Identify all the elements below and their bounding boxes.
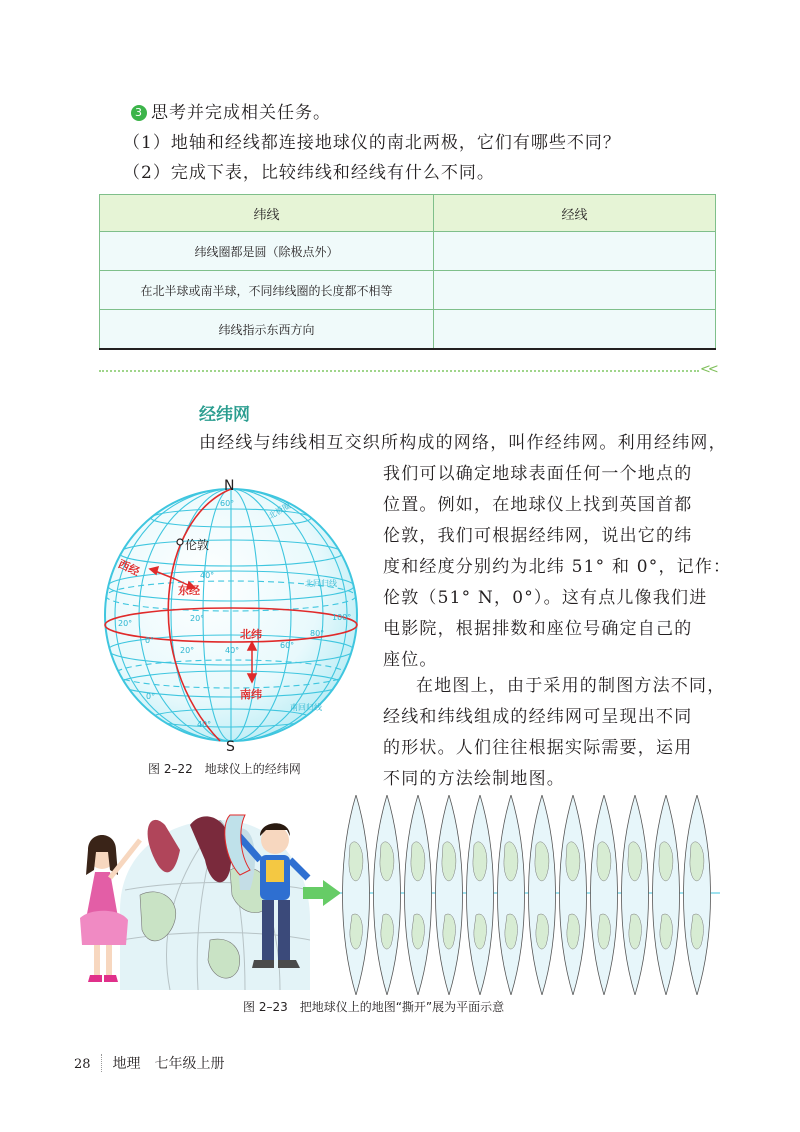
double-chevron-icon: << bbox=[700, 362, 716, 377]
body-line: 我们可以确定地球表面任何一个地点的 bbox=[383, 464, 693, 484]
right-arrow-icon bbox=[303, 878, 343, 908]
figure-2-23-caption: 图 2–23 把地球仪上的地图“撕开”展为平面示意 bbox=[243, 1000, 505, 1014]
task-heading bbox=[131, 98, 331, 123]
east-longitude-label: 东经 bbox=[178, 584, 200, 597]
globe-figure bbox=[100, 478, 365, 753]
west-longitude-label: 西经 bbox=[116, 557, 142, 579]
london-marker bbox=[177, 539, 183, 545]
page-number: 28 bbox=[74, 1057, 91, 1072]
degree-label: 100° bbox=[332, 613, 352, 622]
body-line: 的形状。人们往往根据实际需要，运用 bbox=[383, 738, 693, 758]
table-cell: 纬线圈都是圆（除极点外） bbox=[100, 232, 434, 271]
north-latitude-label: 北纬 bbox=[240, 628, 262, 641]
table-cell-blank bbox=[434, 232, 716, 271]
page-footer bbox=[74, 1053, 224, 1073]
kids-illustration bbox=[80, 800, 330, 995]
table-cell: 纬线指示东西方向 bbox=[100, 310, 434, 350]
body-line: 度和经度分别约为北纬 51° 和 0°，记作： bbox=[383, 557, 732, 577]
degree-label: 0° bbox=[146, 692, 156, 701]
body-line: 位置。例如，在地球仪上找到英国首都 bbox=[383, 495, 693, 515]
table-cell-blank bbox=[434, 271, 716, 310]
table-cell-blank bbox=[434, 310, 716, 350]
question-1: （1）地轴和经线都连接地球仪的南北两极，它们有哪些不同？ bbox=[123, 133, 621, 153]
degree-label: 40° bbox=[225, 646, 240, 655]
gore-map bbox=[340, 795, 720, 995]
table-row bbox=[100, 310, 716, 350]
tropic-north-label: 北回归线 bbox=[305, 579, 337, 588]
degree-label: 20° bbox=[180, 646, 195, 655]
degree-label: 0° bbox=[145, 636, 155, 645]
book-title: 地理 七年级上册 bbox=[112, 1056, 225, 1072]
task-heading-text: 思考并完成相关任务。 bbox=[151, 103, 331, 123]
table-row bbox=[100, 271, 716, 310]
table-cell: 在北半球或南半球，不同纬线圈的长度都不相等 bbox=[100, 271, 434, 310]
degree-label: 40° bbox=[200, 571, 215, 580]
south-pole-label: S bbox=[226, 739, 235, 753]
body-line: 不同的方法绘制地图。 bbox=[383, 769, 565, 789]
figure-2-22-caption: 图 2–22 地球仪上的经纬网 bbox=[148, 762, 301, 776]
section-title: 经纬网 bbox=[199, 405, 250, 425]
question-2: （2）完成下表，比较纬线和经线有什么不同。 bbox=[123, 163, 495, 183]
table-header-cell: 纬线 bbox=[100, 195, 434, 232]
table-header-cell: 经线 bbox=[434, 195, 716, 232]
table-row bbox=[100, 232, 716, 271]
degree-label: 20° bbox=[190, 614, 205, 623]
degree-label: 60° bbox=[220, 499, 235, 508]
footer-divider bbox=[101, 1054, 102, 1072]
body-line: 伦敦，我们可根据经纬网，说出它的纬 bbox=[383, 526, 693, 546]
degree-label: 80° bbox=[310, 629, 325, 638]
london-label: 伦敦 bbox=[185, 538, 210, 552]
task-number-badge: 3 bbox=[131, 105, 147, 121]
degree-label: 40° bbox=[197, 720, 212, 729]
tropic-south-label: 南回归线 bbox=[290, 703, 322, 712]
body-line: 座位。 bbox=[383, 650, 438, 670]
table-header-row bbox=[100, 195, 716, 232]
degree-label: 20° bbox=[118, 619, 133, 628]
section-divider bbox=[99, 370, 699, 372]
north-pole-label: N bbox=[224, 478, 235, 494]
south-latitude-label: 南纬 bbox=[240, 688, 262, 701]
body-line: 在地图上，由于采用的制图方法不同， bbox=[416, 676, 726, 696]
arctic-circle-label: 北极圈 bbox=[266, 501, 293, 521]
body-line: 由经线与纬线相互交织所构成的网络，叫作经纬网。利用经纬网， bbox=[199, 433, 727, 453]
body-line: 伦敦（51° N，0°）。这有点儿像我们进 bbox=[383, 588, 708, 608]
comparison-table bbox=[99, 194, 716, 350]
degree-label: 60° bbox=[280, 641, 295, 650]
body-line: 经线和纬线组成的经纬网可呈现出不同 bbox=[383, 707, 693, 727]
body-line: 电影院，根据排数和座位号确定自己的 bbox=[383, 619, 693, 639]
